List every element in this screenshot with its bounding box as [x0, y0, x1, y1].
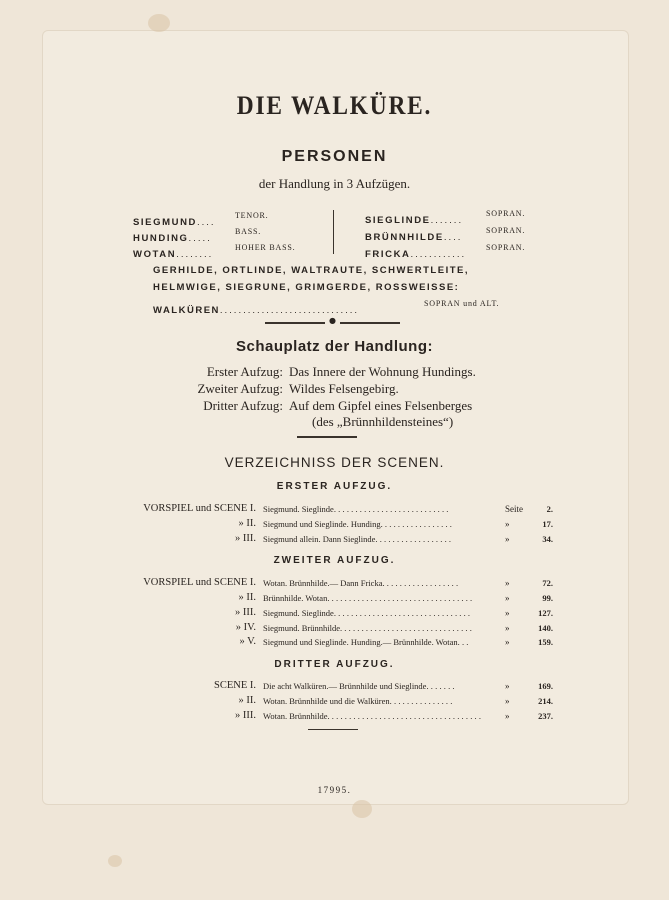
scene-text: Siegmund und Sieglinde. Hunding — [263, 519, 381, 529]
role-name: HUNDING — [133, 233, 189, 244]
dot-leader: ..... — [188, 233, 212, 244]
scene-text: Wotan. Brünnhilde und die Walküren — [263, 696, 390, 706]
voice-type: HOHER BASS. — [235, 243, 296, 252]
page-number: 17. — [542, 519, 553, 529]
page-number: 159. — [538, 637, 553, 647]
personen-subheading: der Handlung in 3 Aufzügen. — [258, 176, 411, 191]
scene-label: » II. — [238, 695, 256, 706]
dot-leader: .................................. — [327, 593, 475, 603]
act-label: Erster Aufzug: — [206, 364, 283, 379]
voice-type: SOPRAN. — [486, 243, 526, 252]
scene-description — [263, 623, 474, 633]
scene-index-heading: VERZEICHNISS DER SCENEN. — [224, 455, 445, 470]
page-number: 72. — [542, 578, 553, 588]
walkueren-names-line-1: GERHILDE, ORTLINDE, WALTRAUTE, SCHWERTLEITE, — [153, 265, 469, 276]
page-marker: » — [505, 578, 510, 588]
cast-entry — [365, 242, 466, 261]
role-name: BRÜNNHILDE — [365, 232, 444, 243]
page-number: 214. — [538, 696, 553, 706]
scene-description — [263, 519, 454, 529]
voice-type: SOPRAN. — [486, 209, 526, 218]
voice-type: TENOR. — [235, 211, 269, 220]
dot-leader: ... — [457, 637, 471, 647]
act-setting: Wildes Felsengebirg. — [289, 381, 399, 396]
page-title: DIE WALKÜRE. — [236, 91, 433, 120]
page-marker: » — [505, 593, 510, 603]
page-marker: » — [505, 519, 510, 529]
role-name: SIEGLINDE — [365, 215, 431, 226]
page-number: 34. — [542, 534, 553, 544]
role-name: FRICKA — [365, 249, 411, 260]
role-name: SIEGMUND — [133, 217, 197, 228]
dot-leader: ........................... — [333, 504, 451, 514]
ornament-rule-right — [340, 322, 400, 324]
personen-heading: PERSONEN — [281, 148, 388, 165]
scene-text: Brünnhilde. Wotan — [263, 593, 328, 603]
scene-label: VORSPIEL und SCENE I. — [143, 577, 256, 588]
scene-label: » III. — [235, 607, 256, 618]
act-setting: Auf dem Gipfel eines Felsenberges — [289, 398, 473, 413]
page-number: 237. — [538, 711, 553, 721]
scene-label: » II. — [238, 592, 256, 603]
page-number: 140. — [538, 623, 553, 633]
plate-number: 17995. — [317, 785, 352, 795]
walkueren-entry — [153, 298, 359, 317]
scene-text: Siegmund allein. Dann Sieglinde — [263, 534, 376, 544]
scene-label: » IV. — [235, 622, 256, 633]
scene-label: » III. — [235, 710, 256, 721]
scene-description — [263, 534, 453, 544]
act-label: Dritter Aufzug: — [203, 398, 283, 413]
page-number: 169. — [538, 681, 553, 691]
scene-label: » II. — [238, 518, 256, 529]
schauplatz-heading: Schauplatz der Handlung: — [235, 338, 433, 355]
scene-text: Siegmund und Sieglinde. Hunding.— Brünnhilde. Wotan — [263, 637, 458, 647]
act-heading: ERSTER AUFZUG. — [276, 481, 393, 492]
scene-label: VORSPIEL und SCENE I. — [143, 503, 256, 514]
scene-description — [263, 681, 457, 691]
scene-text: Wotan. Brünnhilde.— Dann Fricka — [263, 578, 383, 588]
dot-leader: .................................... — [327, 711, 484, 721]
page-marker: » — [505, 534, 510, 544]
walkueren-names-line-2: HELMWIGE, SIEGRUNE, GRIMGERDE, ROSSWEISSE: — [153, 282, 460, 293]
dot-leader: ................................ — [333, 608, 473, 618]
voice-type: SOPRAN. — [486, 226, 526, 235]
page-marker: » — [505, 681, 510, 691]
scene-description — [263, 578, 460, 588]
closing-rule — [308, 729, 358, 730]
voice-type: BASS. — [235, 227, 262, 236]
scene-description — [263, 696, 455, 706]
voice-type: SOPRAN und ALT. — [424, 299, 500, 308]
foxing-stain — [148, 14, 170, 32]
scene-description — [263, 637, 471, 647]
scene-description — [263, 608, 472, 618]
act-heading: ZWEITER AUFZUG. — [273, 555, 396, 566]
foxing-stain — [108, 855, 122, 867]
act-label: Zweiter Aufzug: — [197, 381, 283, 396]
cast-entry — [133, 242, 213, 261]
scene-text: Siegmund. Sieglinde — [263, 608, 334, 618]
scene-description — [263, 504, 451, 514]
dot-leader: ........ — [176, 249, 214, 260]
scene-text: Wotan. Brünnhilde — [263, 711, 328, 721]
page-marker: » — [505, 696, 510, 706]
dot-leader: ............ — [410, 249, 467, 260]
dot-leader: .... — [443, 232, 463, 243]
scene-description — [263, 593, 474, 603]
scene-label: » V. — [239, 636, 256, 647]
act-heading: DRITTER AUFZUG. — [274, 659, 395, 670]
dot-leader: ................. — [380, 519, 455, 529]
dot-leader: ............... — [389, 696, 455, 706]
page-marker: » — [505, 711, 510, 721]
role-name: WALKÜREN — [153, 305, 220, 316]
dot-leader: .................. — [382, 578, 461, 588]
act-setting-continued: (des „Brünnhildensteines“) — [312, 414, 454, 429]
scene-description — [263, 711, 483, 721]
scene-label: » III. — [235, 533, 256, 544]
dot-leader: ....... — [426, 681, 457, 691]
page-number: 99. — [542, 593, 553, 603]
dot-leader: .... — [197, 217, 216, 228]
foxing-stain — [352, 800, 372, 818]
page-number: 2. — [546, 504, 553, 514]
ornament-rule-left — [265, 322, 325, 324]
scene-text: Siegmund. Sieglinde — [263, 504, 334, 514]
scene-text: Die acht Walküren.— Brünnhilde und Sieglinde — [263, 681, 427, 691]
page-marker: Seite — [505, 504, 523, 514]
scene-text: Siegmund. Brünnhilde — [263, 623, 340, 633]
divider-rule — [297, 436, 357, 438]
act-setting: Das Innere der Wohnung Hundings. — [289, 364, 476, 379]
dot-leader: .............................. — [219, 305, 360, 316]
page-marker: » — [505, 623, 510, 633]
page-marker: » — [505, 637, 510, 647]
role-name: WOTAN — [133, 249, 177, 260]
scene-label: SCENE I. — [214, 680, 256, 691]
column-divider — [333, 210, 334, 254]
dot-leader: ....... — [430, 215, 464, 226]
dot-leader: ............................... — [339, 623, 475, 633]
page-number: 127. — [538, 608, 553, 618]
page-marker: » — [505, 608, 510, 618]
dot-leader: .................. — [375, 534, 454, 544]
ornament-dot: ● — [329, 316, 336, 325]
